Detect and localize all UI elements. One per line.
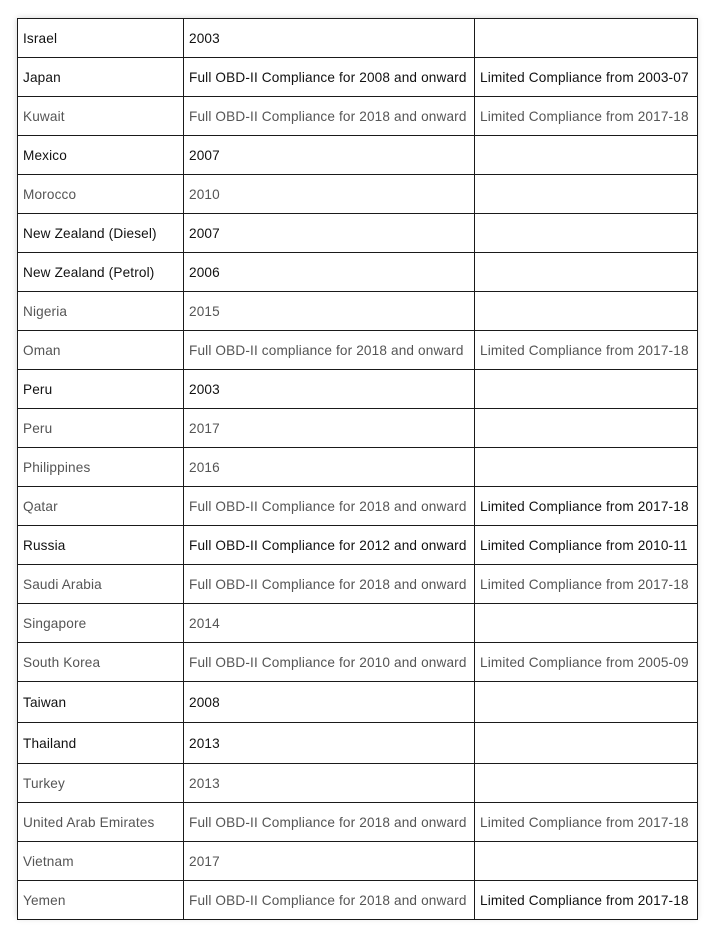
table-row xyxy=(18,253,698,292)
limited-compliance-cell xyxy=(475,682,698,723)
compliance-year-cell: 2014 xyxy=(184,604,475,643)
compliance-year-cell: Full OBD-II Compliance for 2018 and onward xyxy=(184,97,475,136)
limited-compliance-cell xyxy=(475,723,698,764)
limited-compliance-cell: Limited Compliance from 2003-07 xyxy=(475,58,698,97)
table-row xyxy=(18,409,698,448)
country-cell: Mexico xyxy=(18,136,184,175)
country-cell: Israel xyxy=(18,19,184,58)
country-cell: South Korea xyxy=(18,643,184,682)
compliance-year-cell: 2006 xyxy=(184,253,475,292)
compliance-year-cell: 2010 xyxy=(184,175,475,214)
compliance-year-cell: 2013 xyxy=(184,723,475,764)
table-row xyxy=(18,448,698,487)
country-cell: Yemen xyxy=(18,881,184,920)
table-row xyxy=(18,526,698,565)
table-row xyxy=(18,881,698,920)
table-row xyxy=(18,842,698,881)
limited-compliance-cell: Limited Compliance from 2017-18 xyxy=(475,487,698,526)
obd-compliance-table xyxy=(17,18,698,920)
table-row xyxy=(18,803,698,842)
table-row xyxy=(18,643,698,682)
table-row xyxy=(18,19,698,58)
limited-compliance-cell xyxy=(475,214,698,253)
limited-compliance-cell xyxy=(475,253,698,292)
table-row xyxy=(18,723,698,764)
table-row xyxy=(18,136,698,175)
table-row xyxy=(18,604,698,643)
limited-compliance-cell: Limited Compliance from 2017-18 xyxy=(475,331,698,370)
limited-compliance-cell: Limited Compliance from 2017-18 xyxy=(475,803,698,842)
limited-compliance-cell xyxy=(475,136,698,175)
limited-compliance-cell xyxy=(475,604,698,643)
country-cell: Peru xyxy=(18,370,184,409)
country-cell: Philippines xyxy=(18,448,184,487)
table-row xyxy=(18,58,698,97)
country-cell: Nigeria xyxy=(18,292,184,331)
limited-compliance-cell: Limited Compliance from 2017-18 xyxy=(475,881,698,920)
limited-compliance-cell xyxy=(475,19,698,58)
compliance-year-cell: 2007 xyxy=(184,136,475,175)
limited-compliance-cell xyxy=(475,764,698,803)
compliance-year-cell: 2015 xyxy=(184,292,475,331)
table-row xyxy=(18,682,698,723)
compliance-year-cell: 2003 xyxy=(184,19,475,58)
compliance-year-cell: 2017 xyxy=(184,842,475,881)
country-cell: Japan xyxy=(18,58,184,97)
country-cell: New Zealand (Petrol) xyxy=(18,253,184,292)
limited-compliance-cell xyxy=(475,409,698,448)
compliance-year-cell: Full OBD-II Compliance for 2008 and onward xyxy=(184,58,475,97)
table-row xyxy=(18,764,698,803)
country-cell: Saudi Arabia xyxy=(18,565,184,604)
country-cell: Morocco xyxy=(18,175,184,214)
compliance-year-cell: Full OBD-II Compliance for 2010 and onward xyxy=(184,643,475,682)
compliance-year-cell: 2013 xyxy=(184,764,475,803)
country-cell: Peru xyxy=(18,409,184,448)
limited-compliance-cell xyxy=(475,842,698,881)
limited-compliance-cell: Limited Compliance from 2010-11 xyxy=(475,526,698,565)
table-row xyxy=(18,292,698,331)
compliance-year-cell: 2003 xyxy=(184,370,475,409)
compliance-year-cell: Full OBD-II Compliance for 2018 and onward xyxy=(184,565,475,604)
compliance-year-cell: 2017 xyxy=(184,409,475,448)
table-row xyxy=(18,487,698,526)
limited-compliance-cell xyxy=(475,448,698,487)
table-row xyxy=(18,97,698,136)
limited-compliance-cell xyxy=(475,175,698,214)
limited-compliance-cell xyxy=(475,292,698,331)
limited-compliance-cell: Limited Compliance from 2017-18 xyxy=(475,97,698,136)
table-row xyxy=(18,565,698,604)
country-cell: Oman xyxy=(18,331,184,370)
compliance-year-cell: Full OBD-II Compliance for 2018 and onward xyxy=(184,803,475,842)
limited-compliance-cell: Limited Compliance from 2005-09 xyxy=(475,643,698,682)
table-row xyxy=(18,370,698,409)
country-cell: Kuwait xyxy=(18,97,184,136)
table-body xyxy=(18,19,698,920)
country-cell: Vietnam xyxy=(18,842,184,881)
compliance-year-cell: 2008 xyxy=(184,682,475,723)
table-row xyxy=(18,175,698,214)
country-cell: Taiwan xyxy=(18,682,184,723)
table-row xyxy=(18,331,698,370)
country-cell: Russia xyxy=(18,526,184,565)
compliance-year-cell: Full OBD-II compliance for 2018 and onward xyxy=(184,331,475,370)
country-cell: Singapore xyxy=(18,604,184,643)
country-cell: Turkey xyxy=(18,764,184,803)
limited-compliance-cell xyxy=(475,370,698,409)
country-cell: Qatar xyxy=(18,487,184,526)
table-row xyxy=(18,214,698,253)
country-cell: New Zealand (Diesel) xyxy=(18,214,184,253)
compliance-year-cell: Full OBD-II Compliance for 2012 and onward xyxy=(184,526,475,565)
compliance-year-cell: Full OBD-II Compliance for 2018 and onward xyxy=(184,881,475,920)
limited-compliance-cell: Limited Compliance from 2017-18 xyxy=(475,565,698,604)
country-cell: Thailand xyxy=(18,723,184,764)
compliance-year-cell: Full OBD-II Compliance for 2018 and onward xyxy=(184,487,475,526)
country-cell: United Arab Emirates xyxy=(18,803,184,842)
compliance-year-cell: 2007 xyxy=(184,214,475,253)
compliance-year-cell: 2016 xyxy=(184,448,475,487)
